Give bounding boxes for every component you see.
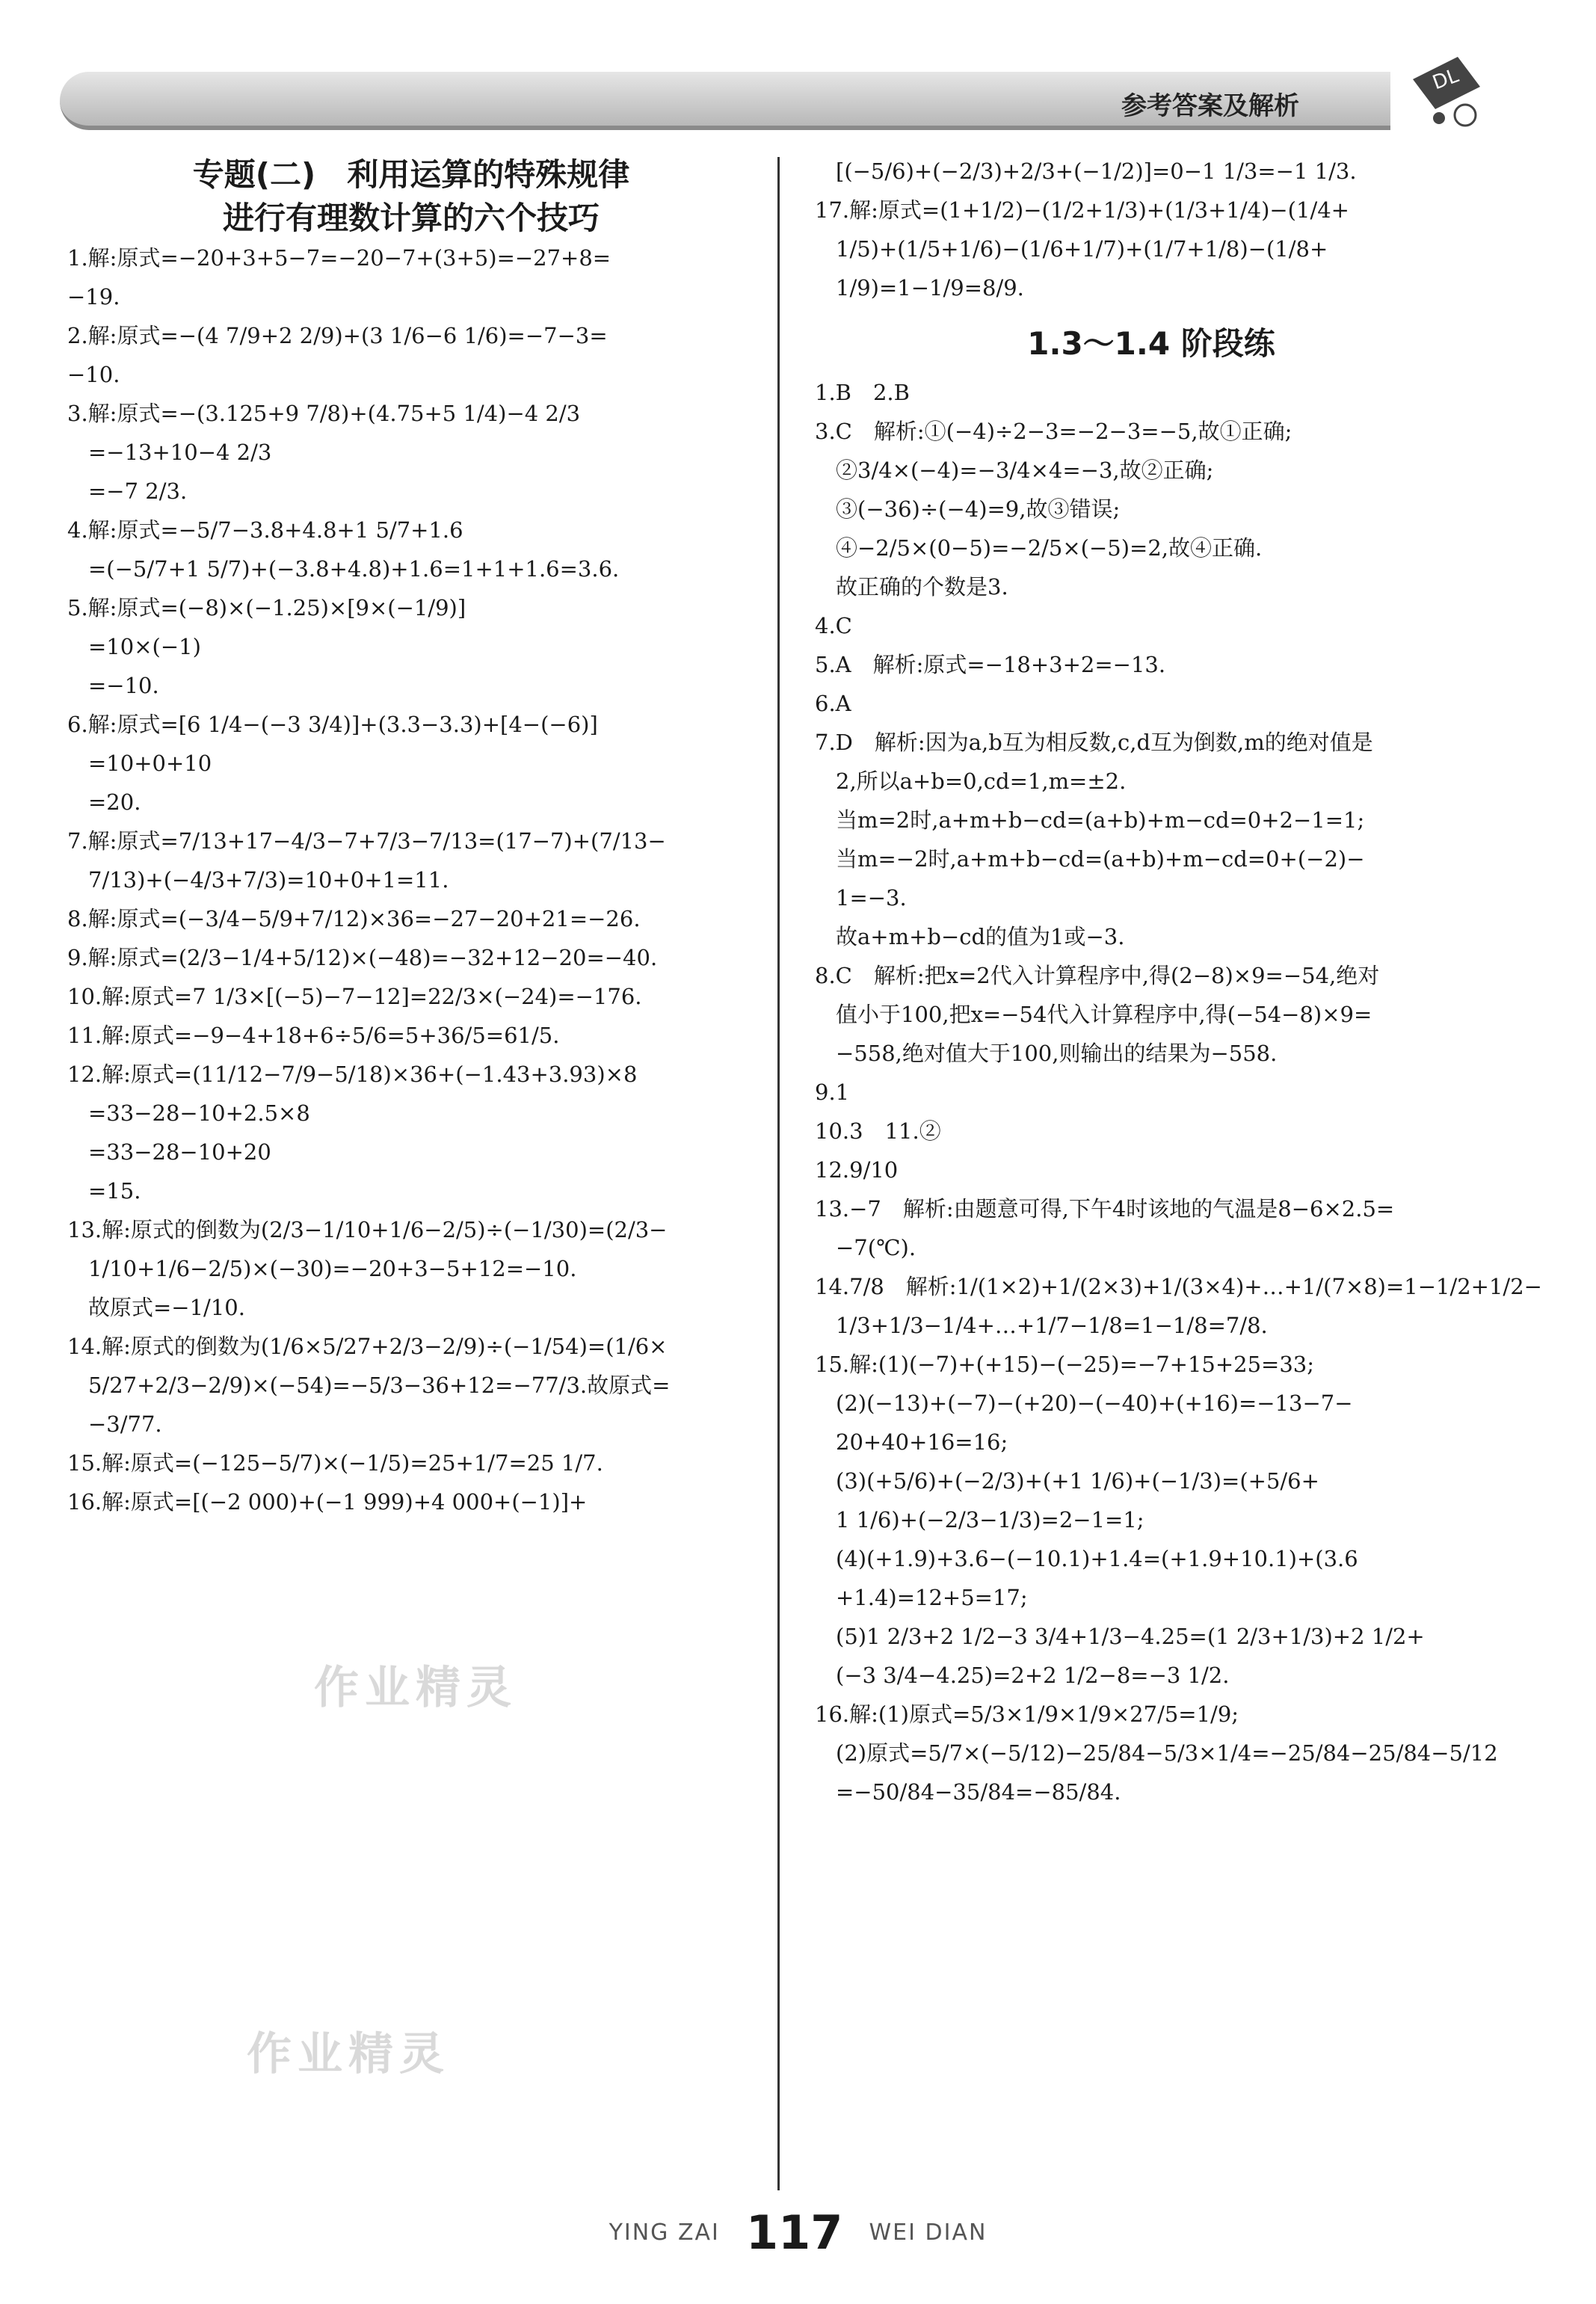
answer-line: 14.7/8 解析:1/(1×2)+1/(2×3)+1/(3×4)+…+1/(7×8)=1−1/2+1/2−	[815, 1274, 1542, 1299]
answer-line: =33−28−10+2.5×8	[88, 1100, 310, 1126]
page-footer	[0, 2205, 1596, 2260]
answer-line: 4.解:原式=−5/7−3.8+4.8+1 5/7+1.6	[67, 517, 463, 543]
answer-line: 当m=2时,a+m+b−cd=(a+b)+m−cd=0+2−1=1;	[836, 807, 1365, 833]
answer-line: 1/10+1/6−2/5)×(−30)=−20+3−5+12=−10.	[88, 1256, 577, 1281]
answer-line: (2)(−13)+(−7)−(+20)−(−40)+(+16)=−13−7−	[836, 1390, 1353, 1416]
answer-line: 15.解:原式=(−125−5/7)×(−1/5)=25+1/7=25 1/7.	[67, 1450, 603, 1476]
answer-line: −10.	[67, 362, 120, 387]
answer-line: 9.1	[815, 1079, 850, 1105]
answer-line: 14.解:原式的倒数为(1/6×5/27+2/3−2/9)÷(−1/54)=(1/6×	[67, 1334, 668, 1359]
answer-line: 值小于100,把x=−54代入计算程序中,得(−54−8)×9=	[836, 1002, 1372, 1027]
answer-line: 10.解:原式=7 1/3×[(−5)−7−12]=22/3×(−24)=−176.	[67, 984, 642, 1009]
answer-line: 4.C	[815, 613, 852, 638]
answer-line: 17.解:原式=(1+1/2)−(1/2+1/3)+(1/3+1/4)−(1/4+	[815, 197, 1349, 223]
answer-line: 3.解:原式=−(3.125+9 7/8)+(4.75+5 1/4)−4 2/3	[67, 401, 581, 426]
answer-line: 5.解:原式=(−8)×(−1.25)×[9×(−1/9)]	[67, 595, 466, 620]
answer-line: 5.A 解析:原式=−18+3+2=−13.	[815, 652, 1166, 677]
answer-line: 6.A	[815, 691, 851, 716]
answer-line: 9.解:原式=(2/3−1/4+5/12)×(−48)=−32+12−20=−40.	[67, 945, 658, 970]
section-title: 参考答案及解析	[1121, 91, 1299, 121]
answer-line: 3.C 解析:①(−4)÷2−3=−2−3=−5,故①正确;	[815, 419, 1292, 444]
stage-practice-title: 1.3～1.4 阶段练	[1027, 325, 1275, 362]
answer-line: 8.解:原式=(−3/4−5/9+7/12)×36=−27−20+21=−26.	[67, 906, 641, 931]
answer-line: 1.B 2.B	[815, 380, 910, 405]
answer-line: ④−2/5×(0−5)=−2/5×(−5)=2,故④正确.	[836, 535, 1263, 561]
answer-line: =10×(−1)	[88, 634, 201, 659]
logo-icon	[1398, 49, 1488, 132]
topic-title-line2: 进行有理数计算的六个技巧	[222, 200, 600, 236]
answer-line: +1.4)=12+5=17;	[836, 1585, 1028, 1610]
answer-line: 故原式=−1/10.	[88, 1295, 245, 1320]
answer-line: −19.	[67, 284, 120, 309]
answer-line: 13.解:原式的倒数为(2/3−1/10+1/6−2/5)÷(−1/30)=(2/3−	[67, 1217, 668, 1242]
answer-line: 16.解:(1)原式=5/3×1/9×1/9×27/5=1/9;	[815, 1701, 1239, 1727]
answer-line: 1.解:原式=−20+3+5−7=−20−7+(3+5)=−27+8=	[67, 245, 611, 271]
answer-line: (5)1 2/3+2 1/2−3 3/4+1/3−4.25=(1 2/3+1/3)+2 1/2+	[836, 1624, 1425, 1649]
answer-line: 1/5)+(1/5+1/6)−(1/6+1/7)+(1/7+1/8)−(1/8+	[836, 236, 1328, 262]
answer-line: 当m=−2时,a+m+b−cd=(a+b)+m−cd=0+(−2)−	[836, 846, 1365, 872]
header-banner	[60, 64, 1480, 132]
answer-line: 16.解:原式=[(−2 000)+(−1 999)+4 000+(−1)]+	[67, 1489, 588, 1515]
answer-line: 11.解:原式=−9−4+18+6÷5/6=5+36/5=61/5.	[67, 1023, 560, 1048]
watermark: 作业精灵	[247, 2028, 450, 2080]
answer-line: −558,绝对值大于100,则输出的结果为−558.	[836, 1041, 1278, 1066]
answer-line: 13.−7 解析:由题意可得,下午4时该地的气温是8−6×2.5=	[815, 1196, 1395, 1222]
answer-line: =20.	[88, 789, 141, 815]
answer-line: 1/3+1/3−1/4+…+1/7−1/8=1−1/8=7/8.	[836, 1313, 1268, 1338]
answer-line: =15.	[88, 1178, 141, 1204]
answer-line: [(−5/6)+(−2/3)+2/3+(−1/2)]=0−1 1/3=−1 1/3.	[836, 158, 1357, 184]
answer-line: 7.D 解析:因为a,b互为相反数,c,d互为倒数,m的绝对值是	[815, 730, 1373, 755]
right-answer-list	[815, 376, 1542, 1808]
answer-line: =−50/84−35/84=−85/84.	[836, 1779, 1121, 1805]
answer-line: =−13+10−4 2/3	[88, 440, 272, 465]
answer-line: 1/9)=1−1/9=8/9.	[836, 275, 1024, 301]
footer-left-text: YING ZAI	[608, 2220, 720, 2246]
answer-line: 20+40+16=16;	[836, 1429, 1008, 1455]
logo-text: DL	[1429, 64, 1462, 95]
right-column	[815, 153, 1542, 1814]
column-divider	[777, 157, 780, 2190]
answer-line: 故a+m+b−cd的值为1或−3.	[836, 924, 1125, 949]
answer-line: 8.C 解析:把x=2代入计算程序中,得(2−8)×9=−54,绝对	[815, 963, 1380, 988]
answer-line: 10.3 11.②	[815, 1118, 941, 1144]
answer-line: (4)(+1.9)+3.6−(−10.1)+1.4=(+1.9+10.1)+(3.6	[836, 1546, 1358, 1571]
answer-line: =(−5/7+1 5/7)+(−3.8+4.8)+1.6=1+1+1.6=3.6.	[88, 556, 620, 582]
answer-line: 2,所以a+b=0,cd=1,m=±2.	[836, 768, 1127, 794]
answer-line: 7.解:原式=7/13+17−4/3−7+7/3−7/13=(17−7)+(7/13−	[67, 828, 666, 854]
answer-line: 12.解:原式=(11/12−7/9−5/18)×36+(−1.43+3.93)×8	[67, 1062, 638, 1087]
answer-line: ③(−36)÷(−4)=9,故③错误;	[836, 496, 1121, 522]
answer-line: =−7 2/3.	[88, 478, 188, 504]
answer-line: −7(℃).	[836, 1235, 916, 1260]
footer-right-text: WEI DIAN	[869, 2220, 988, 2246]
answer-line: ②3/4×(−4)=−3/4×4=−3,故②正确;	[836, 458, 1214, 483]
page-number: 117	[745, 2205, 843, 2260]
right-continued-list	[815, 155, 1488, 304]
answer-line: (−3 3/4−4.25)=2+2 1/2−8=−3 1/2.	[836, 1663, 1230, 1688]
answer-line: 1 1/6)+(−2/3−1/3)=2−1=1;	[836, 1507, 1144, 1533]
answer-line: 6.解:原式=[6 1/4−(−3 3/4)]+(3.3−3.3)+[4−(−6)]	[67, 712, 598, 737]
answer-line: =33−28−10+20	[88, 1139, 271, 1165]
answer-line: 故正确的个数是3.	[836, 574, 1008, 600]
left-column	[67, 153, 755, 1524]
answer-line: =10+0+10	[88, 751, 212, 776]
answer-line: 5/27+2/3−2/9)×(−54)=−5/3−36+12=−77/3.故原式=	[88, 1373, 671, 1398]
answer-line: (3)(+5/6)+(−2/3)+(+1 1/6)+(−1/3)=(+5/6+	[836, 1468, 1319, 1494]
answer-line: 12.9/10	[815, 1157, 899, 1183]
watermark: 作业精灵	[314, 1662, 517, 1714]
answer-line: 15.解:(1)(−7)+(+15)−(−25)=−7+15+25=33;	[815, 1352, 1315, 1377]
left-answer-list	[67, 241, 755, 1518]
answer-line: 2.解:原式=−(4 7/9+2 2/9)+(3 1/6−6 1/6)=−7−3=	[67, 323, 608, 348]
answer-line: =−10.	[88, 673, 159, 698]
answer-line: 7/13)+(−4/3+7/3)=10+0+1=11.	[88, 867, 449, 893]
answer-line: −3/77.	[88, 1411, 162, 1437]
topic-title-line1: 专题(二) 利用运算的特殊规律	[192, 156, 630, 193]
answer-line: 1=−3.	[836, 885, 907, 911]
answer-line: (2)原式=5/7×(−5/12)−25/84−5/3×1/4=−25/84−25/84−5/12	[836, 1740, 1498, 1766]
